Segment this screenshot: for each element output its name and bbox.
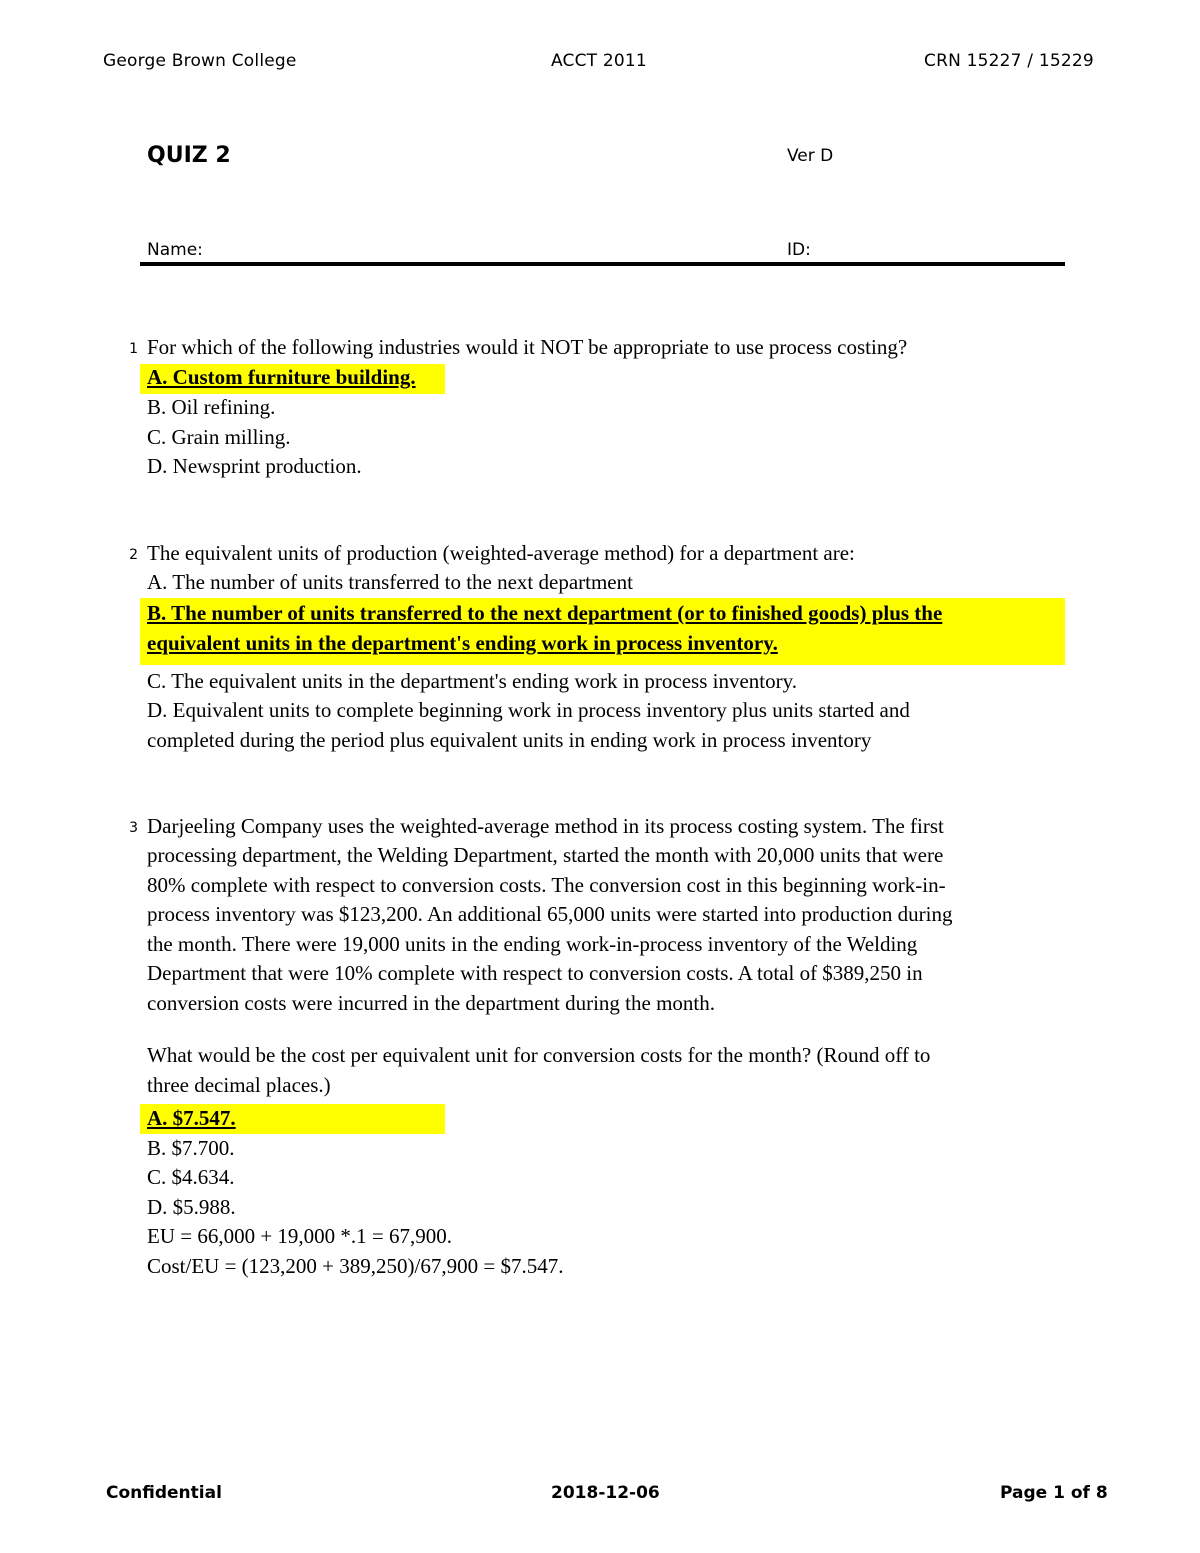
question-2-option-c: C. The equivalent units in the department's ending work in process inventory.: [147, 669, 797, 693]
question-2-option-b-line2: equivalent units in the department's ending work in process inventory.: [147, 631, 778, 655]
question-2-option-d-line2: completed during the period plus equivalent units in ending work in process inventory: [147, 728, 872, 752]
question-2-text: The equivalent units of production (weighted-average method) for a department are:: [147, 541, 855, 565]
question-3-text-line: Department that were 10% complete with respect to conversion costs. A total of $389,250 in: [147, 961, 923, 985]
question-3-text-line: the month. There were 19,000 units in the ending work-in-process inventory of the Welding: [147, 932, 918, 956]
name-label: Name:: [147, 240, 203, 260]
quiz-title: QUIZ 2: [147, 143, 231, 168]
question-1-option-c: C. Grain milling.: [147, 425, 291, 449]
quiz-version: Ver D: [787, 146, 834, 166]
footer-page-number: Page 1 of 8: [1000, 1483, 1108, 1503]
header-college: George Brown College: [103, 51, 297, 71]
question-3-text-line: conversion costs were incurred in the department during the month.: [147, 991, 716, 1015]
question-2-number: 2: [129, 547, 138, 563]
question-3-option-d: D. $5.988.: [147, 1195, 236, 1219]
question-2-option-b-line1: B. The number of units transferred to the next department (or to finished goods) plus the: [147, 601, 943, 625]
question-3-text-line: process inventory was $123,200. An additional 65,000 units were started into production during: [147, 902, 953, 926]
question-3-prompt-line: What would be the cost per equivalent unit for conversion costs for the month? (Round off to: [147, 1043, 931, 1067]
question-2-option-a: A. The number of units transferred to the next department: [147, 570, 633, 594]
question-3-prompt-line: three decimal places.): [147, 1073, 331, 1097]
header-rule: [140, 262, 1065, 266]
question-1-option-b: B. Oil refining.: [147, 395, 276, 419]
id-label: ID:: [787, 240, 811, 260]
question-3-option-c: C. $4.634.: [147, 1165, 235, 1189]
question-1-option-a: A. Custom furniture building.: [147, 365, 416, 389]
question-1-number: 1: [129, 341, 138, 357]
question-3-text-line: Darjeeling Company uses the weighted-average method in its process costing system. The first: [147, 814, 944, 838]
question-1-option-d: D. Newsprint production.: [147, 454, 362, 478]
question-2-option-d-line1: D. Equivalent units to complete beginning work in process inventory plus units started and: [147, 698, 910, 722]
footer-confidential: Confidential: [106, 1483, 222, 1503]
question-3-work-line: Cost/EU = (123,200 + 389,250)/67,900 = $7.547.: [147, 1254, 564, 1278]
question-3-option-a: A. $7.547.: [147, 1106, 236, 1130]
footer-date: 2018-12-06: [551, 1483, 660, 1503]
question-3-number: 3: [129, 820, 138, 836]
header-course: ACCT 2011: [551, 51, 647, 71]
question-1-text: For which of the following industries would it NOT be appropriate to use process costing?: [147, 335, 908, 359]
header-crn: CRN 15227 / 15229: [924, 51, 1094, 71]
question-3-work-line: EU = 66,000 + 19,000 *.1 = 67,900.: [147, 1224, 453, 1248]
question-3-option-b: B. $7.700.: [147, 1136, 235, 1160]
question-3-text-line: 80% complete with respect to conversion costs. The conversion cost in this beginning work-in-: [147, 873, 946, 897]
question-3-text-line: processing department, the Welding Department, started the month with 20,000 units that were: [147, 843, 944, 867]
